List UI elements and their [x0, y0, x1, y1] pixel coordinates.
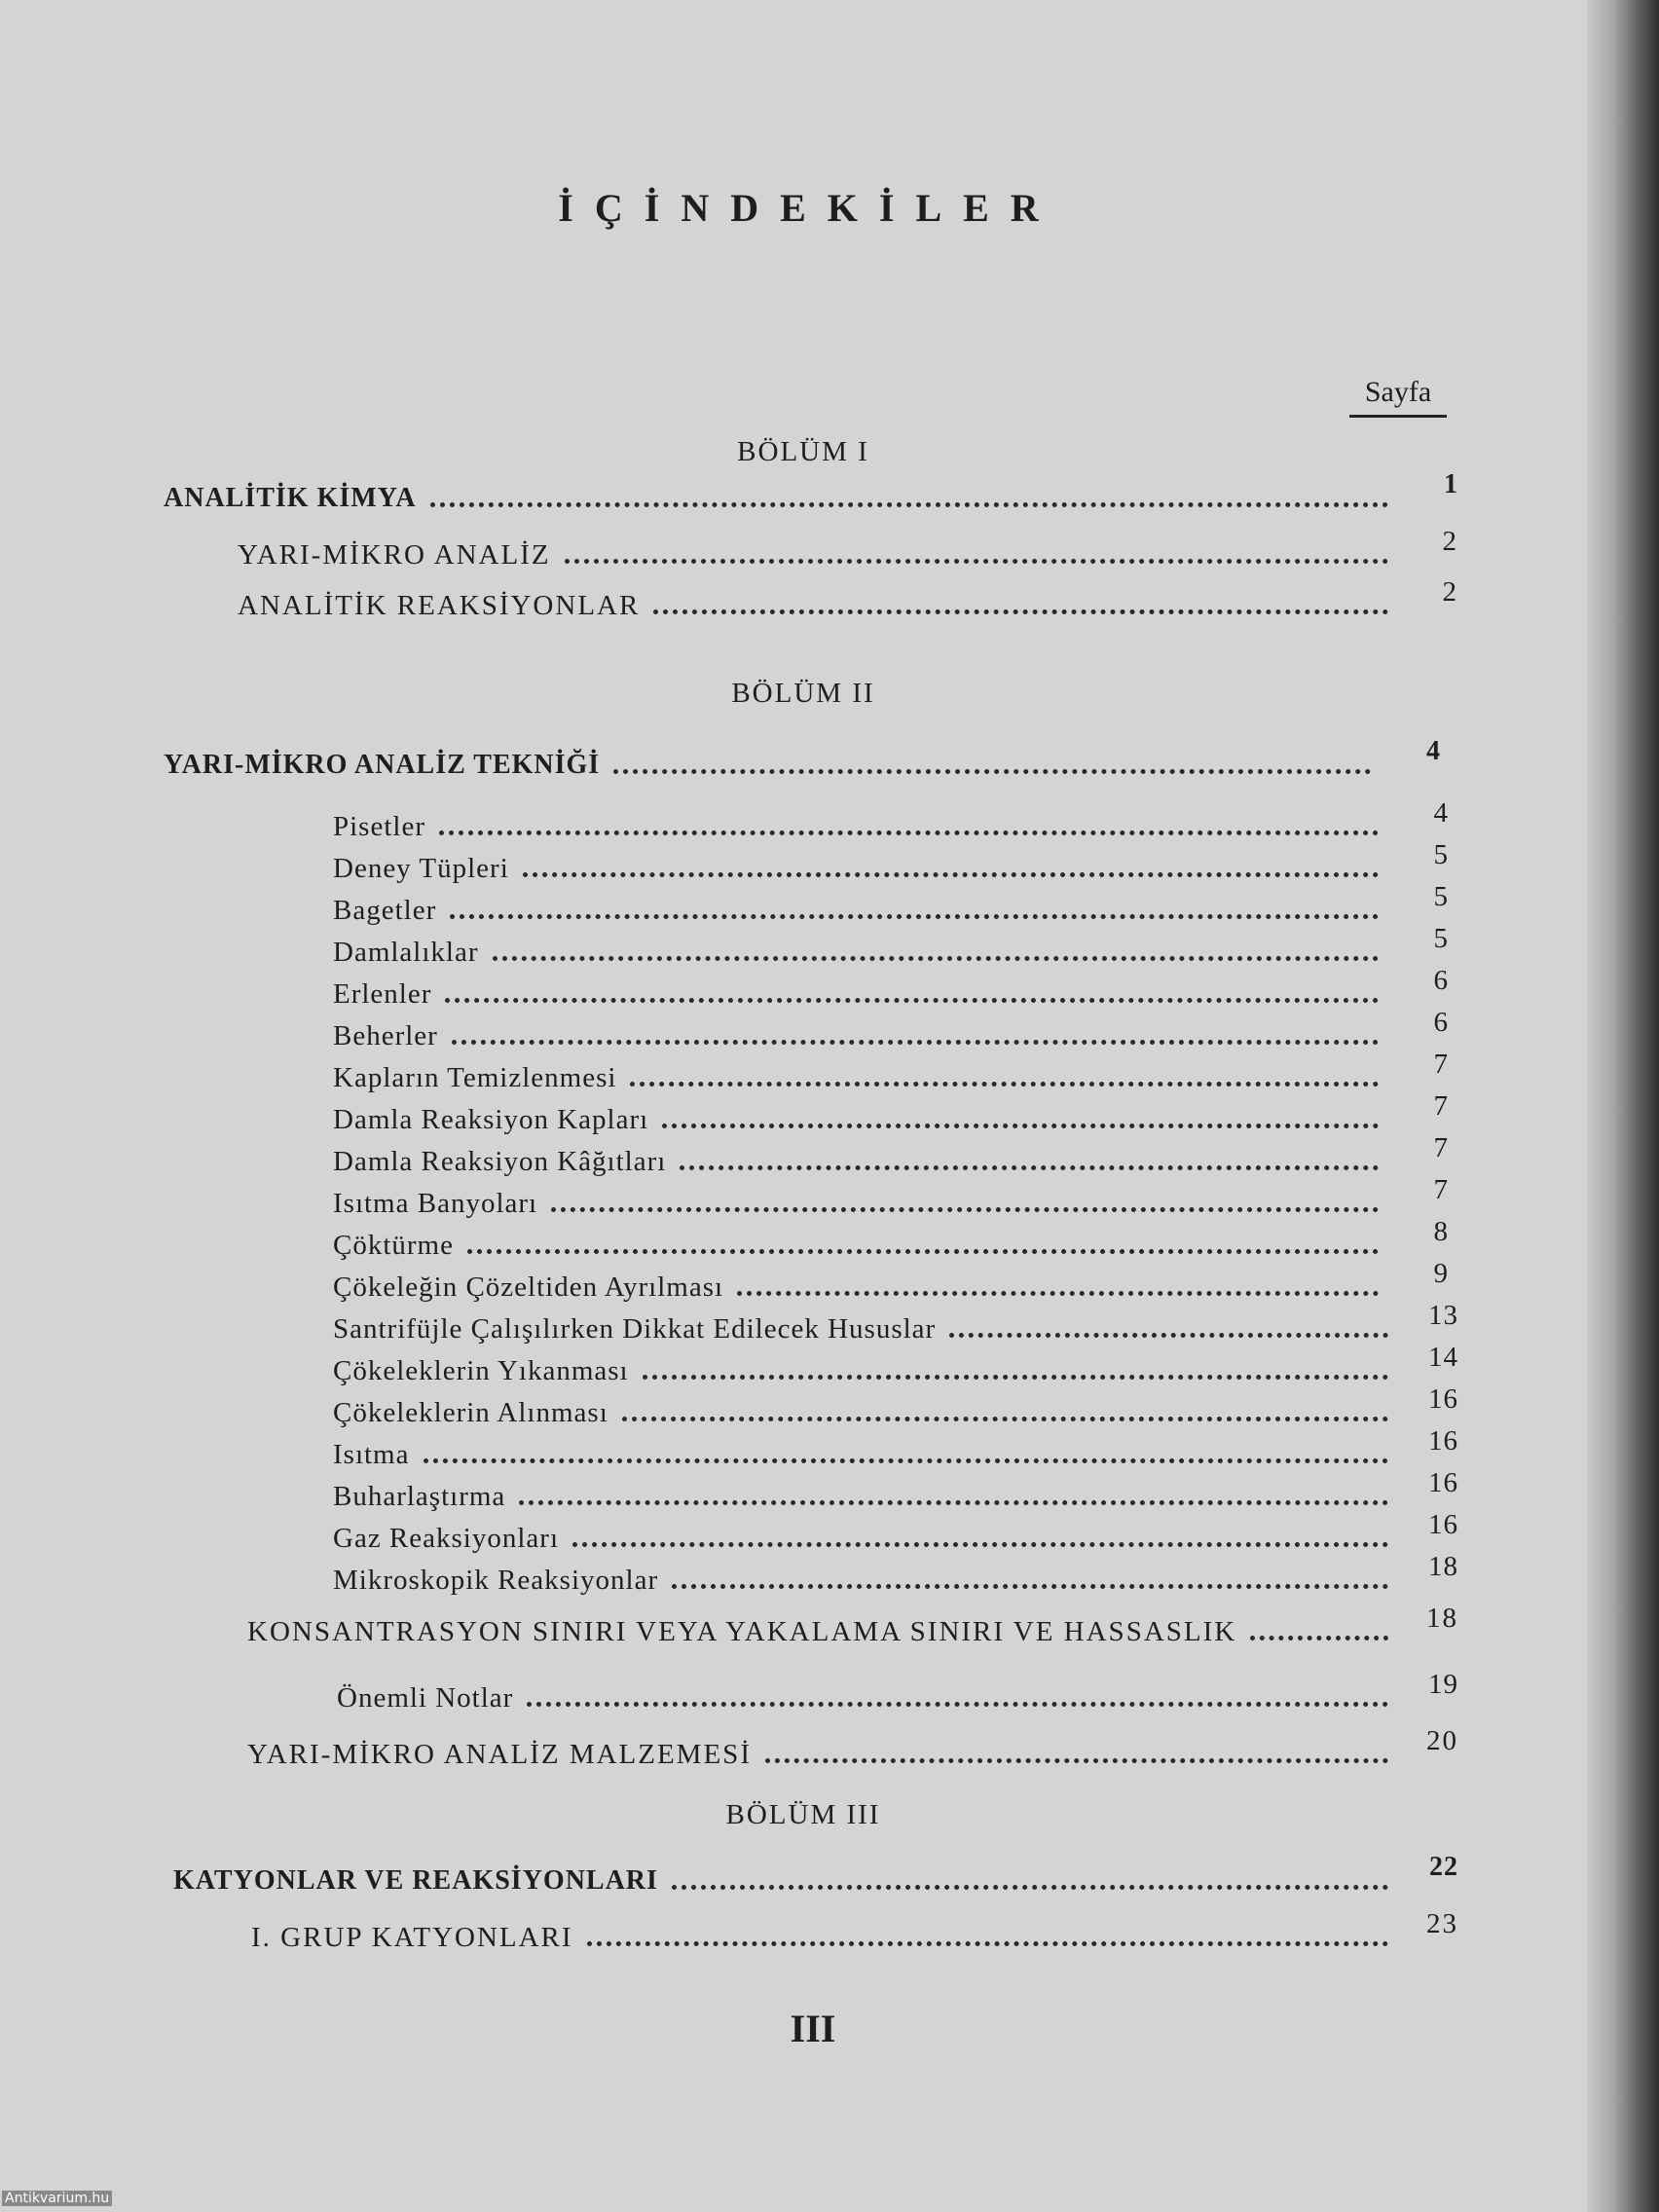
toc-entry: [238, 576, 1458, 625]
toc-entry-page: 7: [1433, 1132, 1449, 1163]
toc-entry: [333, 1090, 1449, 1139]
toc-entry-page: 7: [1433, 1174, 1449, 1205]
toc-entry-label: Erlenler: [333, 978, 432, 1010]
toc-entry-label: KONSANTRASYON SINIRI VEYA YAKALAMA SINIRI VE HASSASLIK: [247, 1616, 1237, 1647]
toc-entry-label: Isıtma: [333, 1439, 410, 1470]
toc-entry: [337, 1669, 1458, 1717]
toc-entry-page: 16: [1428, 1425, 1458, 1456]
dot-leader: [587, 1941, 1388, 1946]
dot-leader: [672, 1584, 1388, 1589]
toc-entry: [238, 526, 1458, 574]
toc-entry-label: Santrifüjle Çalışılırken Dikkat Edilecek Hususlar: [333, 1313, 937, 1345]
toc-entry-page: 20: [1426, 1725, 1458, 1756]
dot-leader: [572, 1542, 1388, 1547]
toc-entry-page: 2: [1442, 526, 1458, 557]
section-heading-3: BÖLÜM III: [725, 1799, 881, 1830]
toc-entry-label: ANALİTİK KİMYA: [164, 483, 417, 513]
toc-entry-label: Isıtma Banyoları: [333, 1188, 538, 1219]
toc-entry-page: 6: [1433, 965, 1449, 996]
toc-title: İÇİNDEKİLER: [558, 186, 1060, 230]
dot-leader: [565, 559, 1388, 564]
toc-entry-label: Kapların Temizlenmesi: [333, 1062, 617, 1093]
toc-entry-label: Pisetler: [333, 811, 425, 842]
toc-entry: [333, 1007, 1449, 1055]
dot-leader: [527, 1702, 1388, 1707]
section-heading-2: BÖLÜM II: [731, 678, 875, 709]
toc-entry: [333, 797, 1449, 846]
dot-leader: [450, 914, 1379, 919]
toc-entry-page: 5: [1433, 839, 1449, 870]
toc-entry: [247, 1603, 1458, 1651]
toc-entry: [164, 469, 1458, 518]
toc-entry-label: Buharlaştırma: [333, 1481, 506, 1512]
toc-entry: [333, 1425, 1458, 1474]
dot-leader: [467, 1249, 1379, 1254]
dot-leader: [949, 1333, 1388, 1338]
dot-leader: [643, 1375, 1388, 1380]
dot-leader: [662, 1124, 1379, 1128]
toc-entry-label: Mikroskopik Reaksiyonlar: [333, 1565, 659, 1596]
toc-entry-label: Beherler: [333, 1020, 438, 1051]
toc-entry: [333, 1467, 1458, 1516]
toc-entry-label: ANALİTİK REAKSİYONLAR: [238, 590, 641, 621]
toc-entry-label: KATYONLAR VE REAKSİYONLARI: [173, 1865, 658, 1896]
toc-entry: [333, 1342, 1458, 1390]
toc-entry: [333, 1174, 1449, 1223]
toc-entry-page: 18: [1428, 1551, 1458, 1582]
toc-entry-page: 7: [1433, 1049, 1449, 1080]
toc-entry-page: 7: [1433, 1090, 1449, 1122]
dot-leader: [523, 872, 1379, 877]
toc-entry-page: 16: [1428, 1509, 1458, 1540]
toc-entry-label: I. GRUP KATYONLARI: [251, 1922, 573, 1953]
toc-entry: [333, 1258, 1449, 1307]
toc-entry-page: 2: [1442, 576, 1458, 608]
toc-entry-page: 9: [1433, 1258, 1449, 1289]
toc-entry-page: 4: [1426, 736, 1441, 766]
toc-entry: [333, 965, 1449, 1014]
dot-leader: [1250, 1636, 1388, 1641]
dot-leader: [493, 956, 1379, 961]
toc-entry: [333, 1300, 1458, 1348]
page-number: III: [790, 2007, 836, 2050]
toc-entry-label: Önemli Notlar: [337, 1682, 514, 1714]
toc-entry: [333, 1132, 1449, 1181]
toc-entry-label: Gaz Reaksiyonları: [333, 1523, 560, 1554]
dot-leader: [424, 1458, 1389, 1463]
toc-entry-page: 1: [1444, 469, 1458, 499]
dot-leader: [452, 1040, 1379, 1045]
dot-leader: [519, 1500, 1388, 1505]
toc-entry-page: 4: [1433, 797, 1449, 829]
toc-entry-page: 23: [1426, 1908, 1458, 1939]
toc-entry-page: 16: [1428, 1467, 1458, 1498]
toc-entry: [333, 881, 1449, 930]
dot-leader: [622, 1417, 1388, 1421]
dot-leader: [439, 830, 1379, 835]
toc-entry-label: Damla Reaksiyon Kapları: [333, 1104, 649, 1135]
section-heading-1: BÖLÜM I: [737, 436, 869, 467]
toc-entry-label: Deney Tüpleri: [333, 853, 509, 884]
watermark: Antikvarium.hu: [2, 2191, 112, 2206]
toc-entry-page: 22: [1429, 1852, 1458, 1882]
toc-entry-page: 14: [1428, 1342, 1458, 1373]
toc-entry-label: Çökeleklerin Yıkanması: [333, 1355, 629, 1386]
toc-entry: [333, 1216, 1449, 1265]
dot-leader: [737, 1291, 1379, 1296]
toc-entry-page: 16: [1428, 1383, 1458, 1415]
toc-entry: [333, 1049, 1449, 1097]
dot-leader: [630, 1082, 1379, 1087]
toc-entry-label: Damlalıklar: [333, 937, 479, 968]
toc-entry-page: 5: [1433, 881, 1449, 912]
dot-leader: [445, 998, 1379, 1003]
toc-entry: [173, 1852, 1458, 1900]
toc-entry-label: Bagetler: [333, 895, 437, 926]
toc-entry: [333, 1509, 1458, 1558]
toc-entry: [164, 736, 1441, 785]
toc-entry-label: YARI-MİKRO ANALİZ MALZEMESİ: [247, 1739, 752, 1770]
toc-entry-page: 5: [1433, 923, 1449, 954]
dot-leader: [680, 1165, 1379, 1170]
dot-leader: [765, 1758, 1388, 1763]
page-edge-shadow: [1587, 0, 1659, 2212]
toc-entry-page: 19: [1428, 1669, 1458, 1700]
dot-leader: [430, 502, 1388, 507]
toc-entry-label: Çökeleklerin Alınması: [333, 1397, 608, 1428]
dot-leader: [551, 1207, 1379, 1212]
toc-entry: [333, 923, 1449, 972]
toc-entry: [333, 1551, 1458, 1600]
toc-entry-page: 8: [1433, 1216, 1449, 1247]
dot-leader: [653, 609, 1388, 614]
toc-entry-page: 18: [1426, 1603, 1458, 1634]
toc-entry: [251, 1908, 1458, 1957]
toc-entry-label: YARI-MİKRO ANALİZ TEKNİĞİ: [164, 750, 601, 780]
toc-entry-label: Çöktürme: [333, 1230, 454, 1261]
toc-entry-page: 13: [1428, 1300, 1458, 1331]
toc-entry-page: 6: [1433, 1007, 1449, 1038]
toc-entry: [333, 839, 1449, 888]
toc-entry-label: Çökeleğin Çözeltiden Ayrılması: [333, 1272, 724, 1303]
page-column-label: Sayfa: [1349, 376, 1447, 418]
toc-entry: [247, 1725, 1458, 1774]
toc-entry-label: Damla Reaksiyon Kâğıtları: [333, 1146, 667, 1177]
dot-leader: [672, 1885, 1388, 1890]
dot-leader: [613, 769, 1371, 774]
toc-entry-label: YARI-MİKRO ANALİZ: [238, 539, 551, 571]
toc-entry: [333, 1383, 1458, 1432]
